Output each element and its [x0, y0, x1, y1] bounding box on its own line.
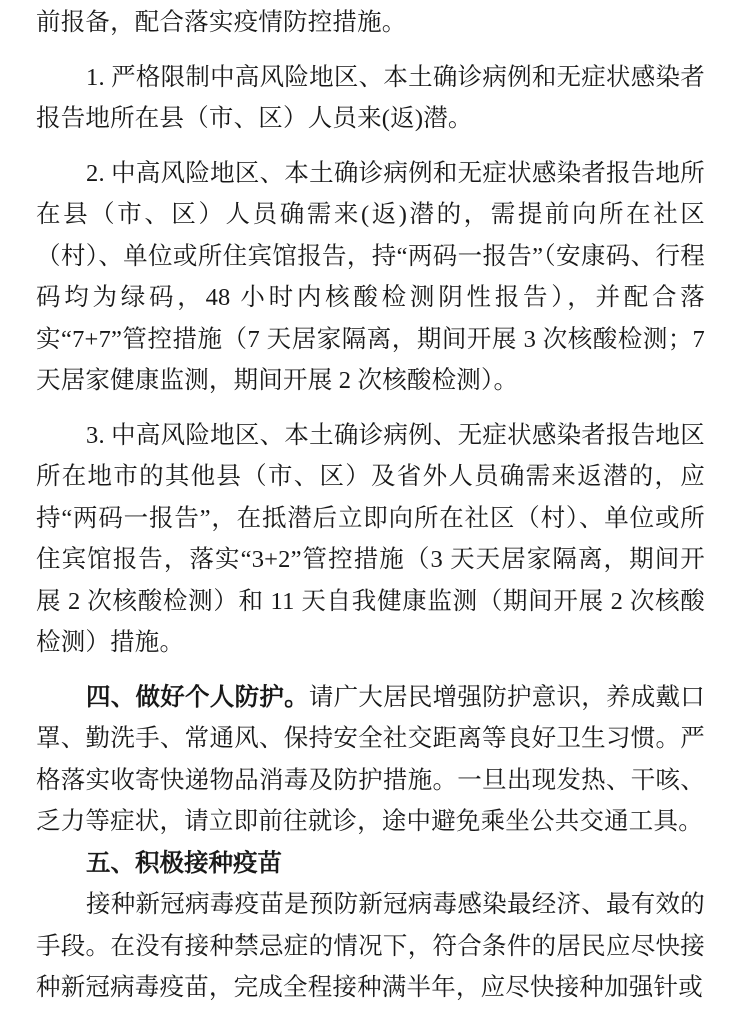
document-body — [36, 0, 705, 1009]
paragraph-section-4 — [36, 677, 705, 843]
section-4-text: 请广大居民增强防护意识，养成戴口罩、勤洗手、常通风、保持安全社交距离等良好卫生习惯。严格落实收寄快递物品消毒及防护措施。一旦出现发热、干咳、乏力等症状，请立即前往就诊，途中避免乘坐公共交通工具。 — [36, 683, 705, 835]
paragraph-item-3: 3. 中高风险地区、本土确诊病例、无症状感染者报告地区所在地市的其他县（市、区）及省外人员确需来返潜的，应持“两码一报告”，在抵潜后立即向所在社区（村）、单位或所住宾馆报告，落实“3+2”管控措施（3 天天居家隔离，期间开展 2 次核酸检测）和 11 天自我健康监测（期间开展 2 次核酸检测）措施。 — [36, 421, 705, 656]
paragraph-section-5-body: 接种新冠病毒疫苗是预防新冠病毒感染最经济、最有效的手段。在没有接种禁忌症的情况下，符合条件的居民应尽快接种新冠病毒疫苗，完成全程接种满半年，应尽快接种加强针或 — [36, 891, 705, 1001]
section-4-heading: 四、做好个人防护。 — [86, 683, 309, 711]
paragraph-continuation: 前报备，配合落实疫情防控措施。 — [36, 9, 407, 36]
section-5-heading: 五、积极接种疫苗 — [86, 849, 282, 877]
paragraph-item-2: 2. 中高风险地区、本土确诊病例和无症状感染者报告地所在县（市、区）人员确需来(返)潜的，需提前向所在社区（村）、单位或所住宾馆报告，持“两码一报告”（安康码、行程码均为绿码，48 小时内核酸检测阴性报告），并配合落实“7+7”管控措施（7 天居家隔离，期间开展 3 次核酸检测；7 天居家健康监测，期间开展 2 次核酸检测）。 — [36, 159, 705, 394]
paragraph-item-1: 1. 严格限制中高风险地区、本土确诊病例和无症状感染者报告地所在县（市、区）人员来(返)潜。 — [36, 63, 705, 132]
